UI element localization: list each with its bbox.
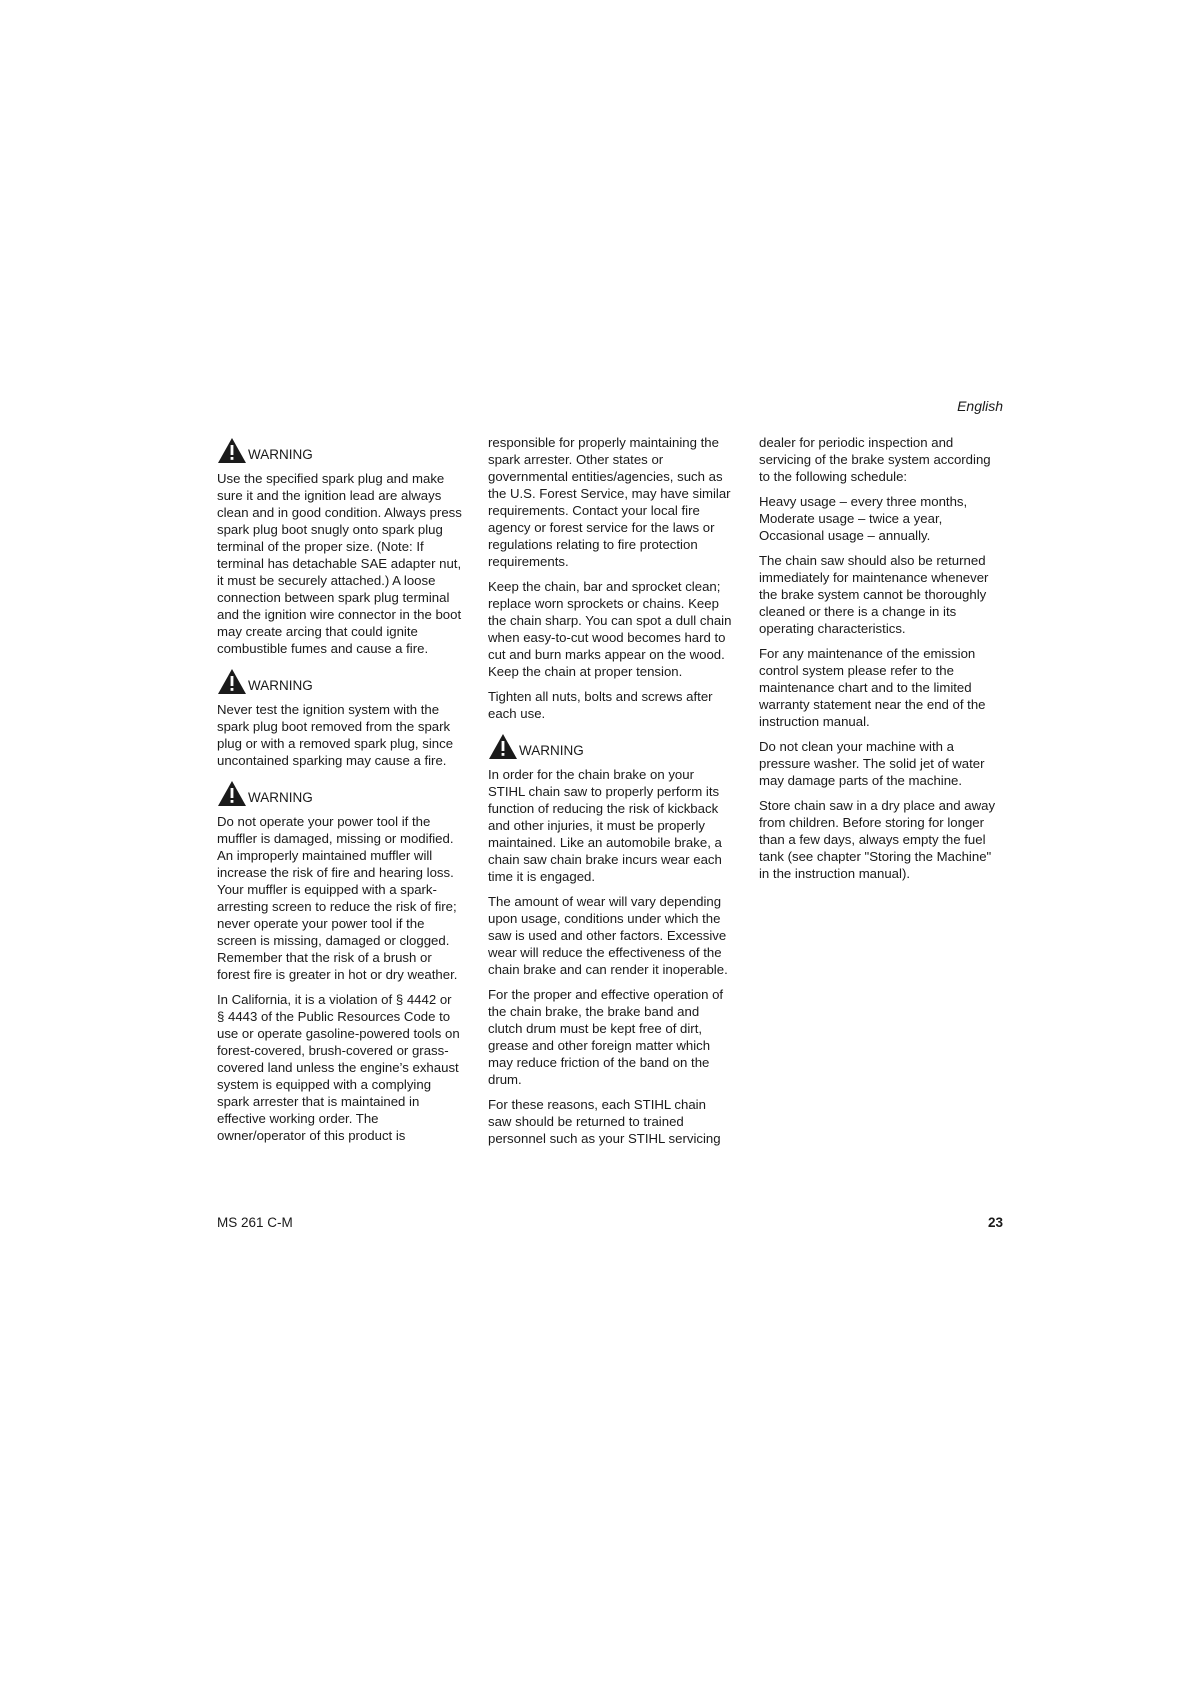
column-3 <box>759 434 1004 890</box>
schedule-paragraph <box>759 493 1004 544</box>
paragraph: Store chain saw in a dry place and away from children. Before storing for longer than a few days, always empty the fuel tank (see chapter "Storing the Machine" in the instruction manual). <box>759 798 996 881</box>
language-label: English <box>957 398 1003 414</box>
warning-label: WARNING <box>248 447 313 462</box>
paragraph: For any maintenance of the emission control system please refer to the maintenance chart and to the limited warranty statement near the end of the instruction manual. <box>759 646 986 729</box>
warning-heading <box>217 777 462 807</box>
paragraph: Do not clean your machine with a pressure washer. The solid jet of water may damage parts of the machine. <box>759 739 985 788</box>
paragraph: The chain saw should also be returned immediately for maintenance whenever the brake system cannot be thoroughly cleaned or there is a change in its operating characteristics. <box>759 553 989 636</box>
warning-label: WARNING <box>248 678 313 693</box>
paragraph: Keep the chain, bar and sprocket clean; replace worn sprockets or chains. Keep the chain sharp. You can spot a dull chain when easy-to-cut wood becomes hard to cut and burn marks appear on the wood. Keep the chain at proper tension. <box>488 579 732 679</box>
column-2 <box>488 434 733 1155</box>
warning-heading <box>488 730 733 760</box>
paragraph: In California, it is a violation of § 4442 or § 4443 of the Public Resources Code to use or operate gasoline-powered tools on forest-covered, brush-covered or grass-covered land unless the engine’s exhaust system is equipped with a complying spark arrester that is maintained in effective working order. The owner/operator of this product is <box>217 992 460 1143</box>
paragraph: For the proper and effective operation of the chain brake, the brake band and clutch drum must be kept free of dirt, grease and other foreign matter which may reduce friction of the band on the drum. <box>488 987 724 1087</box>
paragraph: The amount of wear will vary depending upon usage, conditions under which the saw is used and other factors. Excessive wear will reduce the effectiveness of the chain brake and can render it inoperable. <box>488 894 728 977</box>
column-1 <box>217 432 462 1152</box>
warning-triangle-icon <box>488 733 518 760</box>
paragraph: responsible for properly maintaining the spark arrester. Other states or governmental entities/agencies, such as the U.S. Forest Service, may have similar requirements. Contact your local fire agency or forest service for the laws or regulations relating to fire protection requirements. <box>488 435 731 569</box>
schedule-heavy: Heavy usage – every three months, <box>759 494 968 509</box>
warning-triangle-icon <box>217 780 247 807</box>
warning-heading <box>217 434 462 464</box>
schedule-occasional: Occasional usage – annually. <box>759 528 931 543</box>
warning-triangle-icon <box>217 437 247 464</box>
warning-label: WARNING <box>519 743 584 758</box>
page-number: 23 <box>987 1215 1003 1230</box>
schedule-moderate: Moderate usage – twice a year, <box>759 511 943 526</box>
warning-heading <box>217 665 462 695</box>
paragraph: dealer for periodic inspection and servicing of the brake system according to the following schedule: <box>759 435 991 484</box>
paragraph: Do not operate your power tool if the muffler is damaged, missing or modified. An improperly maintained muffler will increase the risk of fire and hearing loss. Your muffler is equipped with a spark-arresting screen to reduce the risk of fire; never operate your power tool if the screen is missing, damaged or clogged. Remember that the risk of a brush or forest fire is greater in hot or dry weather. <box>217 814 458 982</box>
footer-model: MS 261 C-M <box>217 1215 293 1230</box>
paragraph: Never test the ignition system with the spark plug boot removed from the spark plug or with a removed spark plug, since uncontained sparking may cause a fire. <box>217 702 454 768</box>
warning-triangle-icon <box>217 668 247 695</box>
paragraph: Use the specified spark plug and make sure it and the ignition lead are always clean and in good condition. Always press spark plug boot snugly onto spark plug terminal of the proper size. (Note: If terminal has detachable SAE adapter nut, it must be securely attached.) A loose connection between spark plug terminal and the ignition wire connector in the boot may create arcing that could ignite combustible fumes and cause a fire. <box>217 471 462 656</box>
warning-label: WARNING <box>248 790 313 805</box>
paragraph: In order for the chain brake on your STIHL chain saw to properly perform its function of reducing the risk of kickback and other injuries, it must be properly maintained. Like an automobile brake, a chain saw chain brake incurs wear each time it is engaged. <box>488 767 722 884</box>
paragraph: For these reasons, each STIHL chain saw should be returned to trained personnel such as your STIHL servicing <box>488 1097 721 1146</box>
paragraph: Tighten all nuts, bolts and screws after each use. <box>488 689 713 721</box>
